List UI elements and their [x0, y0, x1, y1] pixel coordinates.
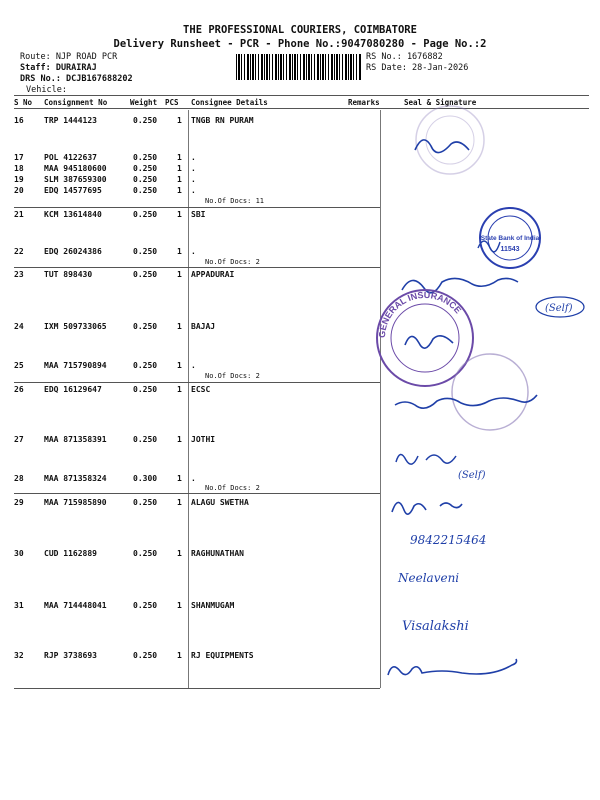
row-pcs: 1 [177, 549, 182, 558]
bank-stamp-code: 11543 [500, 246, 520, 253]
docs-count: No.Of Docs: 2 [205, 484, 260, 492]
row-weight: 0.250 [133, 210, 158, 219]
row-consignment: MAA 871358391 [44, 435, 107, 444]
row-pcs: 1 [177, 474, 182, 483]
row-sno: 28 [14, 474, 24, 483]
row-weight: 0.250 [133, 175, 158, 184]
row-consignment: EDQ 14577695 [44, 186, 102, 195]
row-sno: 18 [14, 164, 24, 173]
row-consignee: APPADURAI [191, 270, 235, 279]
row-consignee: TNGB RN PURAM [191, 116, 254, 125]
staff-label: Staff: DURAIRAJ [20, 63, 97, 73]
row-weight: 0.250 [133, 153, 158, 162]
row-consignee: SHANMUGAM [191, 601, 235, 610]
row-pcs: 1 [177, 175, 182, 184]
row-pcs: 1 [177, 116, 182, 125]
row-pcs: 1 [177, 186, 182, 195]
signature-scribble [395, 395, 537, 408]
row-pcs: 1 [177, 498, 182, 507]
col-weight: Weight [130, 98, 158, 107]
row-pcs: 1 [177, 247, 182, 256]
bank-stamp [480, 208, 540, 268]
route-label: Route: NJP ROAD PCR [20, 52, 118, 62]
row-weight: 0.250 [133, 322, 158, 331]
runsheet-subtitle: Delivery Runsheet - PCR - Phone No.:9047080280 - Page No.:2 [113, 38, 487, 50]
row-weight: 0.250 [133, 498, 158, 507]
col-sno: S No [14, 98, 33, 107]
row-pcs: 1 [177, 601, 182, 610]
rs-number: RS No.: 1676882 [366, 52, 443, 62]
row-consignee: . [191, 175, 196, 184]
row-sno: 16 [14, 116, 24, 125]
col-remarks: Remarks [348, 98, 380, 107]
docs-count: No.Of Docs: 11 [205, 197, 265, 205]
col-seal: Seal & Signature [404, 98, 477, 107]
row-consignee: SBI [191, 210, 206, 219]
row-consignee: BAJAJ [191, 322, 216, 331]
row-weight: 0.250 [133, 247, 158, 256]
row-consignee: . [191, 247, 196, 256]
row-sno: 23 [14, 270, 24, 279]
row-sno: 22 [14, 247, 24, 256]
row-consignment: MAA 715985890 [44, 498, 107, 507]
row-sno: 31 [14, 601, 24, 610]
row-consignee: . [191, 153, 196, 162]
row-consignee: . [191, 361, 196, 370]
row-consignment: TRP 1444123 [44, 116, 97, 125]
row-sno: 27 [14, 435, 24, 444]
row-sno: 21 [14, 210, 24, 219]
row-sno: 29 [14, 498, 24, 507]
row-sno: 24 [14, 322, 24, 331]
handwritten-name: Neelaveni [398, 571, 460, 585]
row-pcs: 1 [177, 164, 182, 173]
row-consignment: MAA 871358324 [44, 474, 107, 483]
docs-count: No.Of Docs: 2 [205, 258, 260, 266]
row-weight: 0.250 [133, 186, 158, 195]
row-weight: 0.250 [133, 549, 158, 558]
row-pcs: 1 [177, 153, 182, 162]
row-consignment: SLM 387659300 [44, 175, 107, 184]
row-consignment: RJP 3738693 [44, 651, 97, 660]
row-consignee: RJ EQUIPMENTS [191, 651, 254, 660]
row-consignee: ALAGU SWETHA [191, 498, 249, 507]
row-pcs: 1 [177, 361, 182, 370]
vehicle-label: Vehicle: [26, 85, 67, 95]
signature-scribble [396, 454, 456, 464]
row-pcs: 1 [177, 270, 182, 279]
row-consignment: MAA 945180600 [44, 164, 107, 173]
row-consignee: . [191, 474, 196, 483]
row-weight: 0.300 [133, 474, 158, 483]
self-note: (Self) [545, 303, 573, 314]
signature-scribble [415, 140, 469, 153]
row-pcs: 1 [177, 210, 182, 219]
row-consignment: TUT 898430 [44, 270, 93, 279]
self-note: (Self) [458, 470, 486, 481]
row-consignee: ECSC [191, 385, 211, 394]
row-consignment: POL 4122637 [44, 153, 97, 162]
handwritten-phone: 9842215464 [410, 533, 487, 547]
row-consignment: IXM 509733065 [44, 322, 107, 331]
signature-scribble [392, 502, 462, 514]
row-weight: 0.250 [133, 361, 158, 370]
row-weight: 0.250 [133, 164, 158, 173]
row-weight: 0.250 [133, 270, 158, 279]
row-consignee: . [191, 164, 196, 173]
drs-label: DRS No.: DCJB167688202 [20, 74, 133, 84]
row-consignment: MAA 715790894 [44, 361, 107, 370]
row-consignment: CUD 1162889 [44, 549, 97, 558]
row-sno: 25 [14, 361, 24, 370]
insurance-stamp-text: GENERAL INSURANCE [376, 289, 464, 339]
faint-stamp [452, 354, 528, 430]
row-weight: 0.250 [133, 435, 158, 444]
bank-stamp-text: State Bank of India [480, 235, 540, 242]
row-pcs: 1 [177, 322, 182, 331]
company-title: THE PROFESSIONAL COURIERS, COIMBATORE [183, 24, 417, 36]
row-weight: 0.250 [133, 116, 158, 125]
row-consignment: KCM 13614840 [44, 210, 102, 219]
row-pcs: 1 [177, 651, 182, 660]
row-weight: 0.250 [133, 651, 158, 660]
row-consignee: . [191, 186, 196, 195]
handwritten-name: Visalakshi [402, 619, 469, 634]
row-sno: 30 [14, 549, 24, 558]
row-sno: 26 [14, 385, 24, 394]
row-pcs: 1 [177, 385, 182, 394]
signature-scribble [388, 659, 517, 675]
row-sno: 19 [14, 175, 24, 184]
row-weight: 0.250 [133, 385, 158, 394]
row-weight: 0.250 [133, 601, 158, 610]
row-consignment: EDQ 26024386 [44, 247, 102, 256]
col-pcs: PCS [165, 98, 179, 107]
row-consignee: JOTHI [191, 435, 216, 444]
row-consignment: EDQ 16129647 [44, 385, 102, 394]
docs-count: No.Of Docs: 2 [205, 372, 260, 380]
row-sno: 20 [14, 186, 24, 195]
rs-date: RS Date: 28-Jan-2026 [366, 63, 469, 73]
col-consignment: Consignment No [44, 98, 108, 107]
signature-scribble [405, 336, 453, 348]
row-sno: 17 [14, 153, 24, 162]
row-sno: 32 [14, 651, 24, 660]
row-consignee: RAGHUNATHAN [191, 549, 244, 558]
row-consignment: MAA 714448041 [44, 601, 107, 610]
row-pcs: 1 [177, 435, 182, 444]
col-consignee: Consignee Details [191, 98, 268, 107]
